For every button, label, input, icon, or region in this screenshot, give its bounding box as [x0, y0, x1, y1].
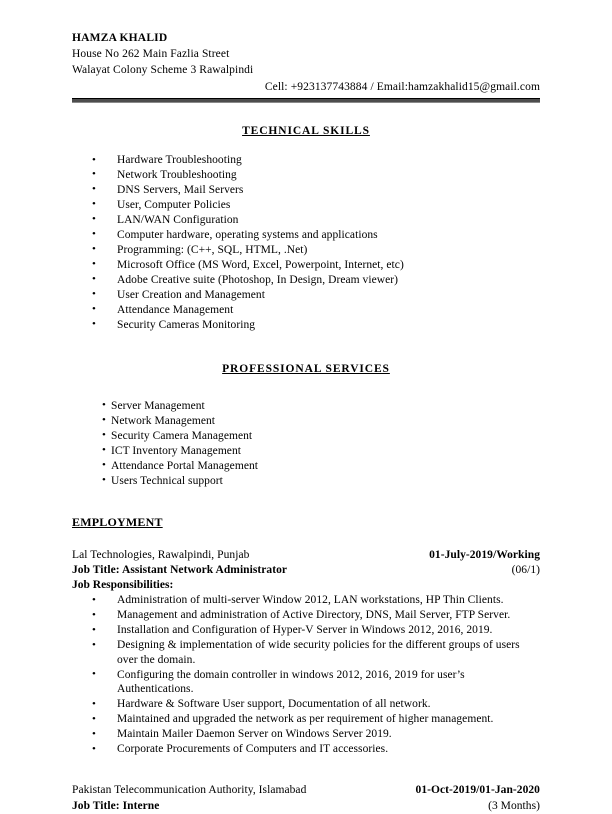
list-item: • Corporate Procurements of Computers and IT accessories. — [72, 742, 540, 757]
header-block — [72, 30, 540, 103]
employer-name: Lal Technologies, Rawalpindi, Punjab — [72, 548, 250, 561]
address-line-1: House No 262 Main Fazlia Street — [72, 48, 230, 60]
address-line-2: Walayat Colony Scheme 3 Rawalpindi — [72, 64, 254, 76]
list-item: • Installation and Configuration of Hyper-V Server in Windows 2012, 2016, 2019. — [72, 623, 540, 638]
list-item: • Microsoft Office (MS Word, Excel, Powerpoint, Internet, etc) — [72, 258, 540, 273]
employment-dates: 01-July-2019/Working — [429, 548, 540, 561]
contact-line: Cell: +923137743884 / Email:hamzakhalid15@gmail.com — [264, 81, 540, 93]
spacer — [72, 137, 540, 153]
list-item: • DNS Servers, Mail Servers — [72, 183, 540, 198]
employment-duration: (06/1) — [511, 563, 540, 576]
list-item: • Attendance Management — [72, 303, 540, 318]
list-item: • Configuring the domain controller in windows 2012, 2016, 2019 for user’s Authentications. — [72, 668, 540, 697]
employment-entry — [72, 548, 540, 757]
section-heading-technical-skills: TECHNICAL SKILLS — [242, 125, 370, 137]
professional-services-list — [72, 399, 540, 489]
list-item: • Hardware Troubleshooting — [72, 153, 540, 168]
spacer — [72, 757, 540, 783]
employment-entry — [72, 783, 540, 813]
list-item: • Security Cameras Monitoring — [72, 318, 540, 333]
list-item: • Attendance Portal Management — [72, 459, 540, 474]
list-item: • Security Camera Management — [72, 429, 540, 444]
list-item: • Users Technical support — [72, 474, 540, 489]
list-item: • Adobe Creative suite (Photoshop, In Design, Dream viewer) — [72, 273, 540, 288]
list-item: • Maintained and upgraded the network as per requirement of higher management. — [72, 712, 540, 727]
list-item: • Computer hardware, operating systems and applications — [72, 228, 540, 243]
spacer — [72, 375, 540, 399]
list-item: • Management and administration of Active Directory, DNS, Mail Server, FTP Server. — [72, 608, 540, 623]
list-item: • User, Computer Policies — [72, 198, 540, 213]
list-item: • User Creation and Management — [72, 288, 540, 303]
list-item: • Administration of multi-server Window 2012, LAN workstations, HP Thin Clients. — [72, 593, 540, 608]
list-item: • Network Troubleshooting — [72, 168, 540, 183]
employer-row — [72, 783, 540, 798]
job-responsibilities-list — [72, 593, 540, 757]
job-title: Job Title: Interne — [72, 799, 160, 812]
list-item: • Programming: (C++, SQL, HTML, .Net) — [72, 243, 540, 258]
spacer — [72, 333, 540, 363]
spacer — [72, 103, 540, 125]
section-heading-employment: EMPLOYMENT — [72, 514, 163, 529]
resume-content — [72, 30, 540, 814]
spacer — [72, 530, 540, 548]
list-item: • ICT Inventory Management — [72, 444, 540, 459]
employer-name: Pakistan Telecommunication Authority, Islamabad — [72, 784, 307, 797]
employer-row — [72, 548, 540, 563]
job-title-row — [72, 799, 540, 814]
list-item: • Hardware & Software User support, Documentation of all network. — [72, 697, 540, 712]
section-heading-professional-services: PROFESSIONAL SERVICES — [222, 362, 390, 375]
candidate-name: HAMZA KHALID — [72, 32, 168, 44]
list-item: • Maintain Mailer Daemon Server on Windows Server 2019. — [72, 727, 540, 742]
job-title: Job Title: Assistant Network Administrator — [72, 563, 288, 576]
list-item: • Designing & implementation of wide security policies for the different groups of users over the domain. — [72, 638, 540, 667]
technical-skills-list — [72, 153, 540, 332]
job-title-row — [72, 563, 540, 578]
employment-duration: (3 Months) — [488, 799, 540, 812]
spacer — [72, 489, 540, 515]
employment-dates: 01-Oct-2019/01-Jan-2020 — [415, 784, 540, 797]
list-item: • Network Management — [72, 414, 540, 429]
job-responsibilities-label: Job Responsibilities: — [72, 579, 174, 592]
list-item: • Server Management — [72, 399, 540, 414]
list-item: • LAN/WAN Configuration — [72, 213, 540, 228]
